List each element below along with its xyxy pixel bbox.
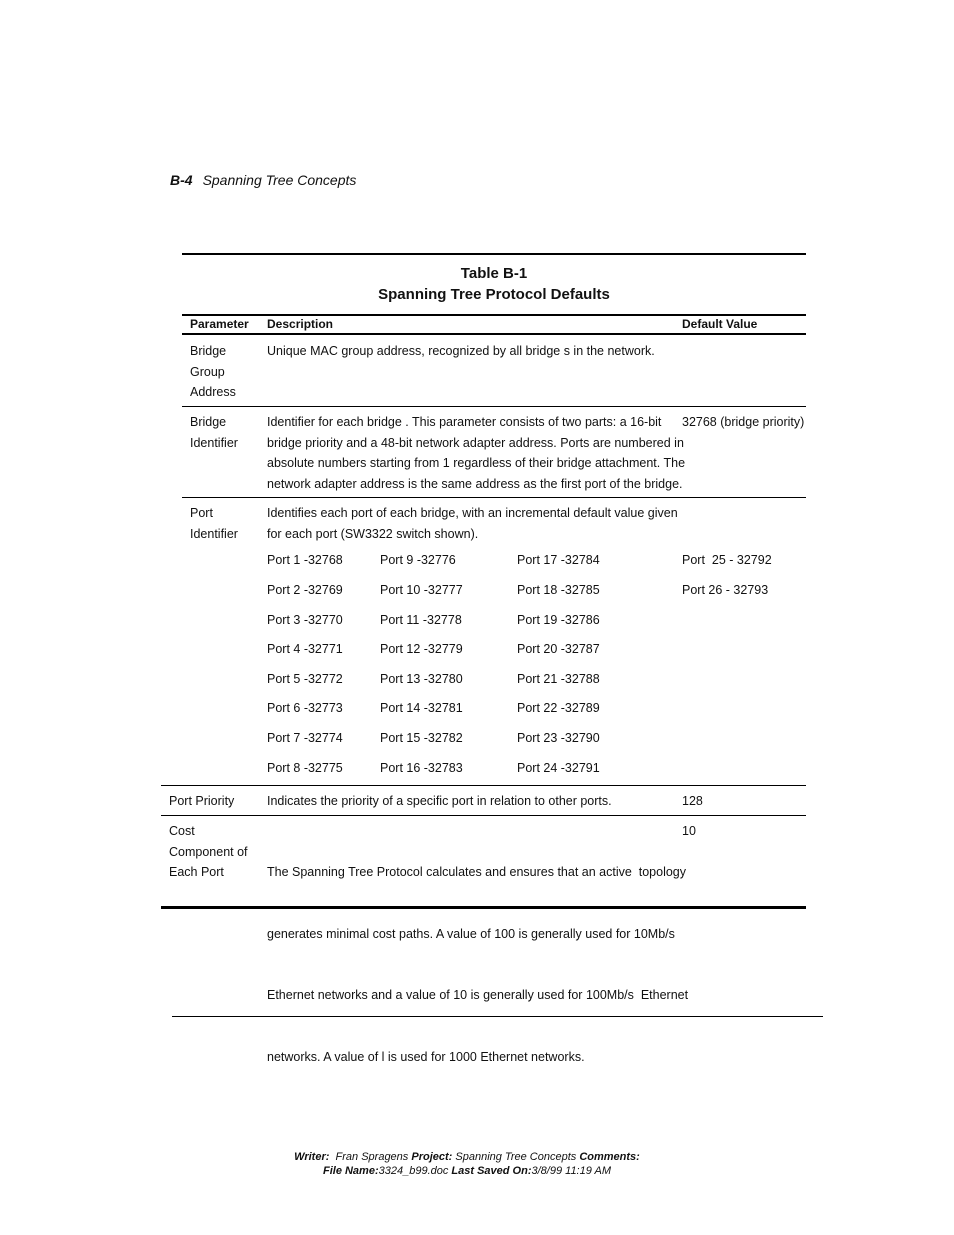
port-entry: Port 25 - 32792 xyxy=(682,553,772,567)
port-entry: Port 2 -32769 xyxy=(267,583,343,597)
row-port-identifier-parameter: Port Identifier xyxy=(190,506,238,541)
row-port-priority-parameter: Port Priority xyxy=(169,794,235,808)
column-header-description: Description xyxy=(267,317,334,331)
chapter-title: Spanning Tree Concepts xyxy=(202,172,357,188)
header-bottom-rule xyxy=(182,333,806,335)
port-entry: Port 17 -32784 xyxy=(517,553,600,567)
header-top-rule xyxy=(182,314,806,316)
row-port-priority-default: 128 xyxy=(682,794,703,808)
port-entry: Port 16 -32783 xyxy=(380,761,463,775)
port-entry: Port 7 -32774 xyxy=(267,731,343,745)
column-header-default-value: Default Value xyxy=(682,317,758,331)
port-entry: Port 20 -32787 xyxy=(517,642,600,656)
row-divider xyxy=(161,815,806,816)
row-bridge-identifier-default: 32768 (bridge priority) xyxy=(682,415,805,429)
footer-line-1: Writer: Fran Spragens Project: Spanning Tree Concepts Comments: xyxy=(294,1151,640,1163)
port-entry: Port 11 -32778 xyxy=(380,613,462,627)
port-entry: Port 1 -32768 xyxy=(267,553,343,567)
row-divider xyxy=(182,497,806,498)
port-entry: Port 13 -32780 xyxy=(380,672,463,686)
row-cost-component-description: The Spanning Tree Protocol calculates and ensures that an active topology generates minimal cost paths. A value of 100 is generally used for 10Mb/s Ethernet networks and a value of 10 is generally used for 100Mb/s Ethernet networks. A value of l is used for 1000 Ethernet networks. xyxy=(267,865,689,1064)
row-cost-component-default: 10 xyxy=(682,824,696,838)
port-entry: Port 4 -32771 xyxy=(267,642,343,656)
port-entry: Port 9 -32776 xyxy=(380,553,456,567)
port-entry: Port 24 -32791 xyxy=(517,761,600,775)
column-header-parameter: Parameter xyxy=(190,317,249,331)
row-port-priority-description: Indicates the priority of a specific port in relation to other ports. xyxy=(267,794,612,808)
row-cost-component-parameter: Cost Component of Each Port xyxy=(169,824,248,879)
table-bottom-rule xyxy=(161,906,806,909)
port-entry: Port 12 -32779 xyxy=(380,642,463,656)
row-bridge-identifier-parameter: Bridge Identifier xyxy=(190,415,238,450)
port-entry: Port 18 -32785 xyxy=(517,583,600,597)
row-port-identifier-description: Identifies each port of each bridge, with an incremental default value given for each port (SW3322 switch shown). xyxy=(267,506,678,541)
row-divider xyxy=(182,406,806,407)
row-divider xyxy=(161,785,806,786)
port-entry: Port 15 -32782 xyxy=(380,731,463,745)
port-entry: Port 26 - 32793 xyxy=(682,583,769,597)
row-bridge-group-address-parameter: Bridge Group Address xyxy=(190,344,236,399)
port-entry: Port 14 -32781 xyxy=(380,701,463,715)
port-entry: Port 3 -32770 xyxy=(267,613,343,627)
table-title: Spanning Tree Protocol Defaults xyxy=(378,286,610,303)
port-entry: Port 19 -32786 xyxy=(517,613,600,627)
row-bridge-identifier-description: Identifier for each bridge . This parameter consists of two parts: a 16-bit bridge priority and a 48-bit network adapter address. Ports are numbered in absolute numbers starting from 1 regardless of their bridge attachment. The network adapter address is the same address as the first port of the bridge. xyxy=(267,415,686,491)
page-header xyxy=(170,172,356,188)
port-entry: Port 5 -32772 xyxy=(267,672,343,686)
port-entry: Port 23 -32790 xyxy=(517,731,600,745)
page-number: B-4 xyxy=(170,172,193,188)
port-entry: Port 22 -32789 xyxy=(517,701,600,715)
port-entry: Port 6 -32773 xyxy=(267,701,343,715)
row-bridge-group-address-description: Unique MAC group address, recognized by all bridge s in the network. xyxy=(267,344,655,358)
table-label: Table B-1 xyxy=(460,265,528,282)
footer-line-2: File Name:3324_b99.doc Last Saved On:3/8/99 11:19 AM xyxy=(322,1165,611,1177)
table-top-rule xyxy=(182,253,806,255)
port-entry: Port 8 -32775 xyxy=(267,761,343,775)
port-entry: Port 21 -32788 xyxy=(517,672,600,686)
page-bottom-rule xyxy=(172,1016,823,1017)
port-entry: Port 10 -32777 xyxy=(380,583,463,597)
